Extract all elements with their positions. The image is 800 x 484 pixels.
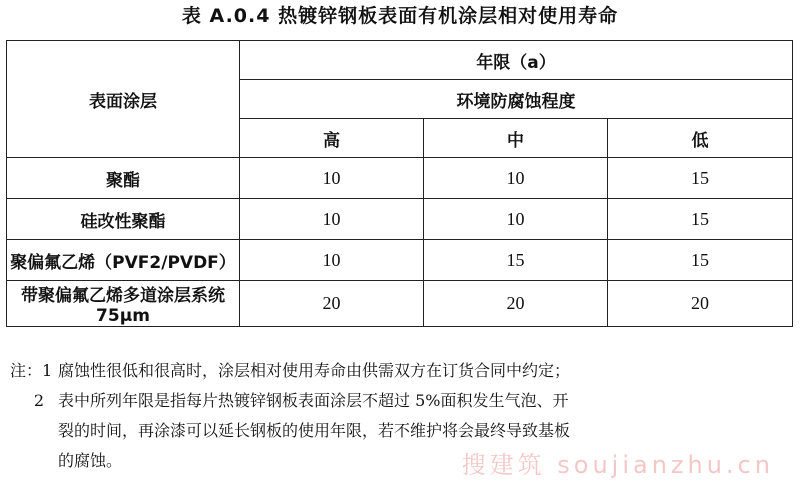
value-low: 20: [608, 281, 793, 327]
note-1-text: 腐蚀性很低和很高时，涂层相对使用寿命由供需双方在订货合同中约定；: [58, 361, 571, 380]
table-row: [7, 240, 793, 281]
table-title: 表 A.0.4 热镀锌钢板表面有机涂层相对使用寿命: [181, 5, 619, 27]
coating-name: 聚酯: [7, 158, 240, 199]
note-2-text-end: 的腐蚀。: [58, 451, 123, 470]
value-low: 15: [608, 158, 793, 199]
coating-name: 聚偏氟乙烯（PVF2/PVDF）: [7, 240, 240, 281]
header-level-medium: 中: [424, 119, 608, 158]
site-watermark: 搜建筑 soujianzhu.cn: [461, 451, 774, 479]
value-medium: 20: [424, 281, 608, 327]
header-level-low: 低: [608, 119, 793, 158]
coating-life-table: [6, 40, 793, 327]
notes-label: 注：: [10, 361, 43, 380]
note-2-cont: [10, 416, 790, 446]
value-low: 15: [608, 199, 793, 240]
note-1: [10, 356, 790, 386]
note-2-number: 2: [33, 391, 44, 410]
note-2-text-continued: 裂的时间，再涂漆可以延长钢板的使用年限，若不维护将会最终导致基板: [58, 421, 571, 440]
note-1-number: 1: [42, 361, 53, 380]
table-row: [7, 199, 793, 240]
value-high: 10: [240, 158, 424, 199]
note-2-prefix: [10, 386, 58, 416]
value-high: 20: [240, 281, 424, 327]
table-row: [7, 281, 793, 327]
coating-name: 带聚偏氟乙烯多道涂层系统 75μm: [7, 281, 240, 327]
note-1-prefix: [10, 356, 58, 386]
table-row: [7, 158, 793, 199]
value-high: 10: [240, 240, 424, 281]
value-low: 15: [608, 240, 793, 281]
header-surface-coating: 表面涂层: [7, 41, 240, 158]
header-years: 年限（a）: [240, 41, 793, 80]
value-medium: 10: [424, 158, 608, 199]
note-2: [10, 386, 790, 416]
header-level-high: 高: [240, 119, 424, 158]
note-2-text: 表中所列年限是指每片热镀锌钢板表面涂层不超过 5%面积发生气泡、开: [58, 391, 569, 410]
value-medium: 10: [424, 199, 608, 240]
coating-name: 硅改性聚酯: [7, 199, 240, 240]
value-high: 10: [240, 199, 424, 240]
header-environment: 环境防腐蚀程度: [240, 80, 793, 119]
value-medium: 15: [424, 240, 608, 281]
